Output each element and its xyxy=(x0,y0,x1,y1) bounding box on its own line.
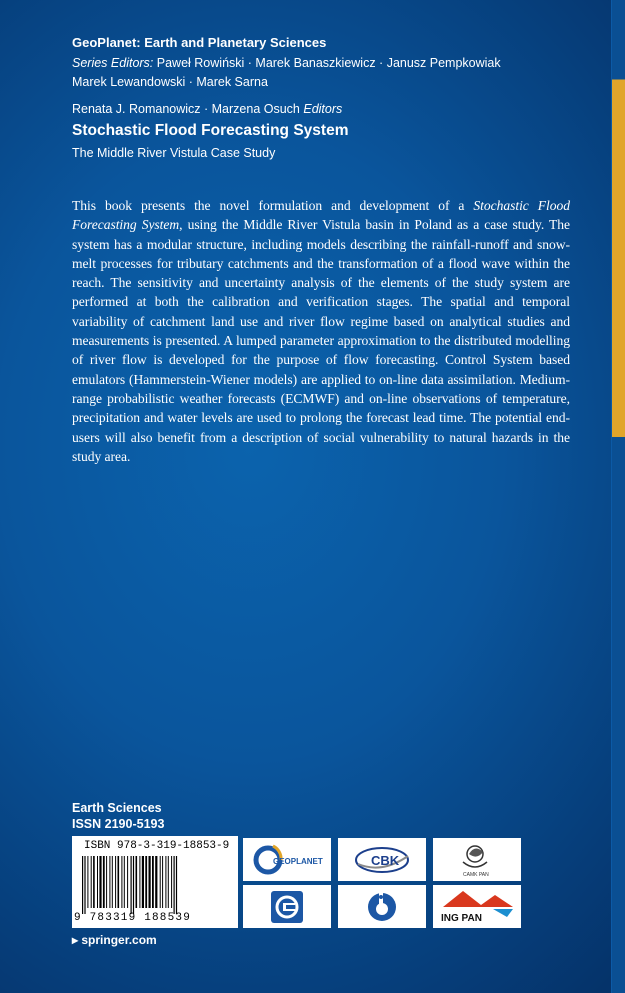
ibb-logo xyxy=(338,885,426,928)
barcode-box xyxy=(72,836,238,928)
igf-logo xyxy=(243,885,331,928)
barcode-bar xyxy=(131,856,132,914)
barcode-digits: 9 783319 188539 xyxy=(74,912,192,924)
barcode-bar xyxy=(115,856,116,908)
cbk-text: CBK xyxy=(371,853,400,868)
barcode-bar xyxy=(149,856,151,908)
barcode-bar xyxy=(99,856,101,908)
book-editors-label: Editors xyxy=(303,102,343,116)
series-title: GeoPlanet: Earth and Planetary Sciences xyxy=(72,35,327,50)
barcode-bar xyxy=(171,856,172,908)
barcode-bar xyxy=(97,856,98,908)
series-editors xyxy=(72,54,592,92)
barcode-bar xyxy=(109,856,110,908)
series-editors-label: Series Editors: xyxy=(72,56,154,70)
ingpan-icon xyxy=(433,885,521,928)
blurb-part2: , using the Middle River Vistula basin in Poland as a case study. The system has a modular structure, including models describing the rainfall-runoff and snow-melt processes for tributary catchments and the transformation of a flood wave within the reach. The sensitivity and uncertainty analysis of the elements of the study system are performed at both the calibration and verification stages. The spatial and temporal variability of catchment land use and river flow regime based on analytical studies and measurements is presented. A lumped parameter approximation to the distributed modelling of river flow is developed for the purpose of flow forecasting. Control System based emulators (Hammerstein-Wiener models) are applied to on-line data assimilation. Medium-range probabilistic weather forecasts (ECMWF) and on-line observations of temperature, precipitation and water levels are used to prolong the forecast lead time. The potential end-users will also benefit from a description of social vulnerability to natural hazards in the study area. xyxy=(72,217,570,464)
barcode-bar xyxy=(133,856,134,914)
book-subtitle: The Middle River Vistula Case Study xyxy=(72,146,276,160)
arrow-right-icon: ▸ xyxy=(72,933,82,947)
issn: ISSN 2190-5193 xyxy=(72,817,165,831)
book-title: Stochastic Flood Forecasting System xyxy=(72,122,349,139)
geoplanet-icon xyxy=(243,838,331,881)
cbk-icon xyxy=(338,838,426,881)
book-editors xyxy=(72,100,592,118)
ibb-icon xyxy=(338,885,426,928)
cbk-logo xyxy=(338,838,426,881)
barcode-bar xyxy=(93,856,95,908)
barcode-bar xyxy=(145,856,147,908)
barcode-bar xyxy=(136,856,138,908)
barcode-bar xyxy=(165,856,166,908)
spine-strip xyxy=(612,0,625,993)
barcode-bar xyxy=(168,856,169,908)
barcode-bar xyxy=(176,856,177,914)
barcode-bar xyxy=(103,856,105,908)
header xyxy=(72,34,592,162)
camk-text: CAMK PAN xyxy=(463,872,489,878)
springer-url: springer.com xyxy=(81,933,157,947)
springer-link[interactable] xyxy=(72,933,157,947)
barcode-bar xyxy=(174,856,175,914)
series-editors-line2: Marek Lewandowski · Marek Sarna xyxy=(72,75,268,89)
barcode-bar xyxy=(152,856,154,908)
geoplanet-logo xyxy=(243,838,331,881)
barcode-bar xyxy=(87,856,88,908)
barcode-bar xyxy=(112,856,113,908)
isbn-label: ISBN 978-3-319-18853-9 xyxy=(84,840,230,852)
barcode-bar xyxy=(118,856,120,908)
barcode-bar xyxy=(160,856,161,908)
barcode-bar xyxy=(84,856,85,914)
barcode-bar xyxy=(91,856,92,908)
ingpan-logo xyxy=(433,885,521,928)
barcode-bar xyxy=(121,856,122,908)
barcode-bar xyxy=(142,856,144,908)
barcode-bar xyxy=(127,856,128,908)
series-editors-line1: Paweł Rowiński · Marek Banaszkiewicz · Janusz Pempkowiak xyxy=(156,56,501,70)
ingpan-text: ING PAN xyxy=(441,913,482,924)
camk-logo xyxy=(433,838,521,881)
camk-icon xyxy=(433,838,521,881)
barcode-icon xyxy=(80,856,230,914)
geoplanet-text: GEOPLANET xyxy=(273,857,323,866)
barcode-bar xyxy=(82,856,83,914)
barcode-bar xyxy=(106,856,107,908)
barcode-bar xyxy=(139,856,140,908)
blurb-part1: This book presents the novel formulation and development of a xyxy=(72,198,474,213)
blurb-italic-title: Stochastic Flood Forecasting System xyxy=(72,198,570,233)
barcode-bar xyxy=(162,856,163,908)
book-editors-names: Renata J. Romanowicz · Marzena Osuch xyxy=(72,102,300,116)
barcode-bar xyxy=(124,856,125,908)
subject-category: Earth Sciences xyxy=(72,801,162,815)
book-description xyxy=(72,196,570,466)
barcode-bar xyxy=(155,856,157,908)
igf-icon xyxy=(243,885,331,928)
